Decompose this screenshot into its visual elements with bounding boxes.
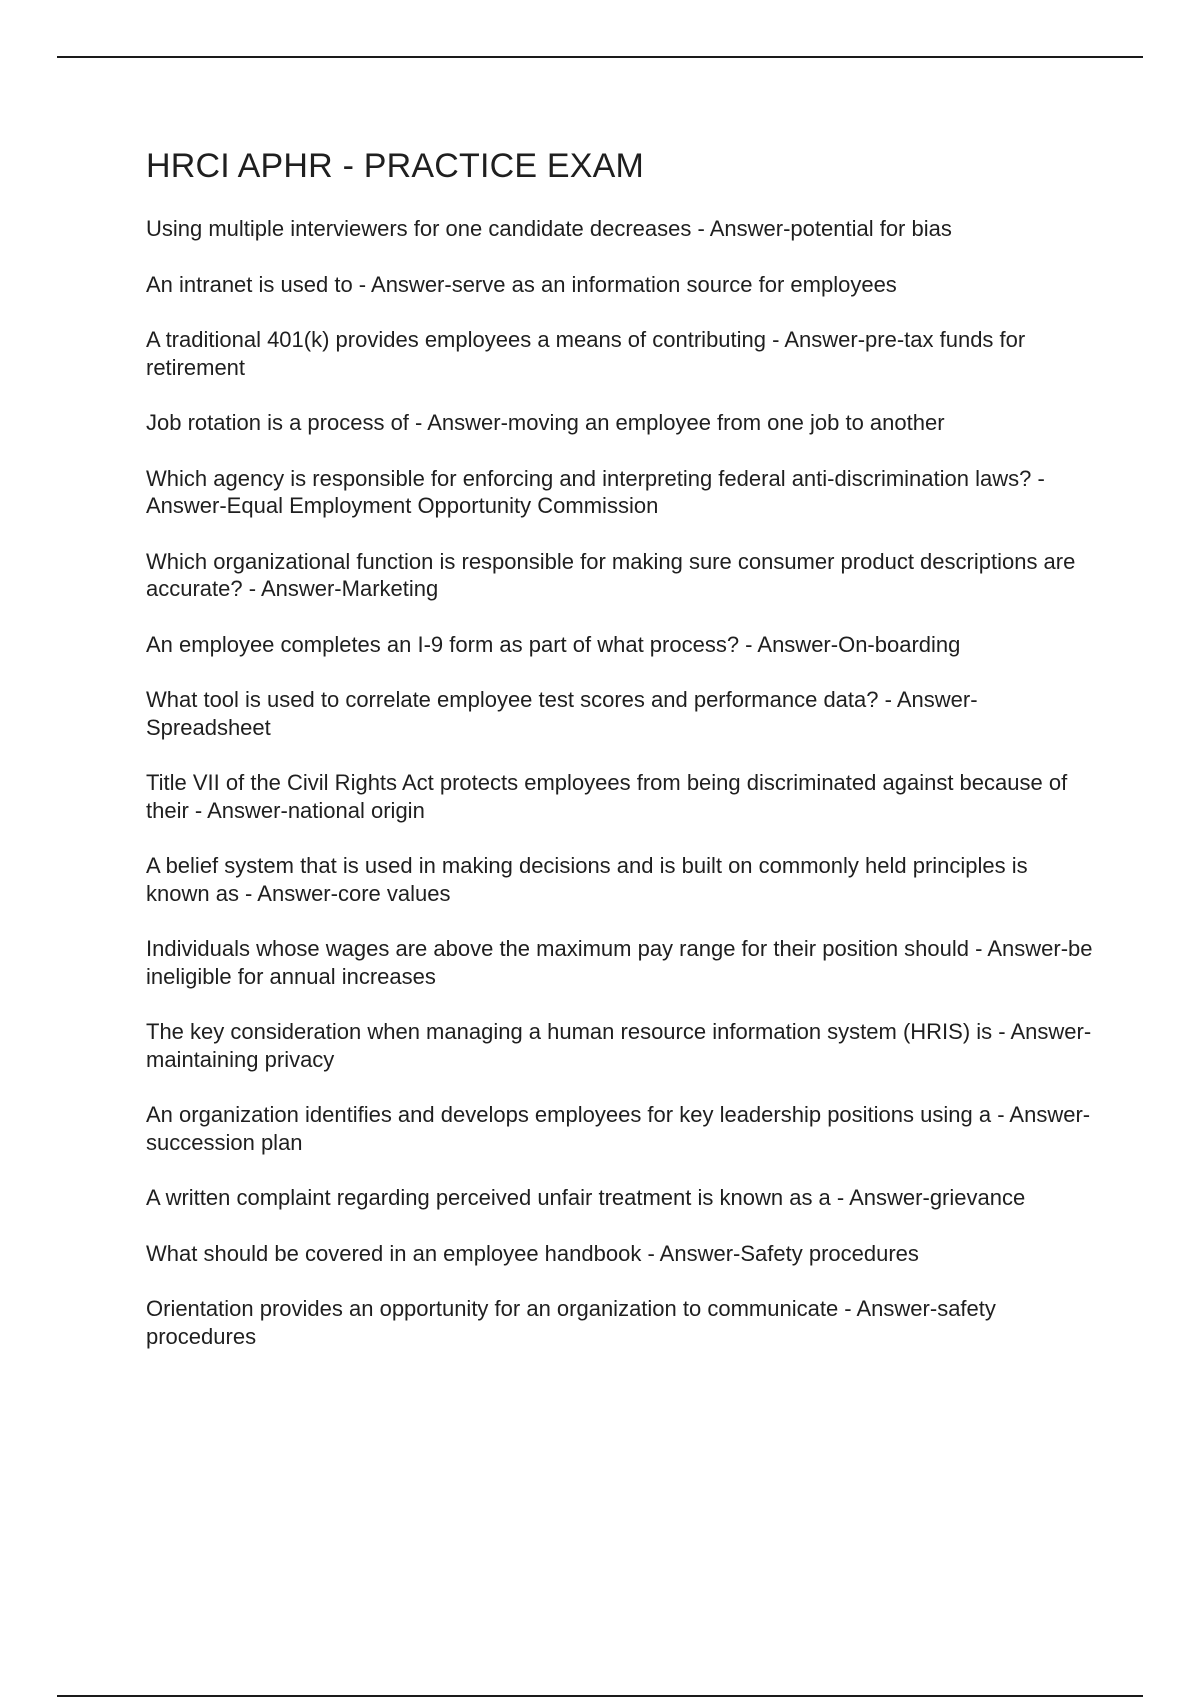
question-answer-item: Job rotation is a process of - Answer-moving an employee from one job to another xyxy=(146,410,945,435)
question-answer-item: An organization identifies and develops employees for key leadership positions using a - Answer-succession plan xyxy=(146,1102,1091,1155)
page-content xyxy=(146,142,1096,1378)
question-answer-item: Orientation provides an opportunity for an organization to communicate - Answer-safety procedures xyxy=(146,1296,996,1349)
question-answer-item: What should be covered in an employee handbook - Answer-Safety procedures xyxy=(146,1240,919,1266)
question-answer-item: An employee completes an I-9 form as part of what process? - Answer-On-boarding xyxy=(146,631,961,657)
question-answer-item: Using multiple interviewers for one candidate decreases - Answer-potential for bias xyxy=(146,216,952,241)
question-answer-item: A belief system that is used in making decisions and is built on commonly held principles is known as - Answer-core values xyxy=(146,853,1028,906)
question-answer-item: What tool is used to correlate employee test scores and performance data? - Answer-Spreadsheet xyxy=(146,687,978,740)
question-answer-item: A traditional 401(k) provides employees a means of contributing - Answer-pre-tax funds for retirement xyxy=(146,327,1026,380)
footer-divider xyxy=(57,1695,1143,1697)
header-divider xyxy=(57,56,1143,58)
question-answer-item: The key consideration when managing a human resource information system (HRIS) is - Answer-maintaining privacy xyxy=(146,1019,1092,1072)
question-answer-list xyxy=(146,215,1096,1350)
question-answer-item: An intranet is used to - Answer-serve as an information source for employees xyxy=(146,271,897,297)
question-answer-item: Which organizational function is responsible for making sure consumer product descriptions are accurate? - Answer-Marketing xyxy=(146,548,1076,601)
question-answer-item: Which agency is responsible for enforcing and interpreting federal anti-discrimination laws? - Answer-Equal Employment Opportunity Commission xyxy=(146,465,1045,518)
question-answer-item: Title VII of the Civil Rights Act protects employees from being discriminated against because of their - Answer-national origin xyxy=(146,770,1068,823)
question-answer-item: A written complaint regarding perceived unfair treatment is known as a - Answer-grievance xyxy=(146,1185,1026,1210)
page-title: HRCI APHR - PRACTICE EXAM xyxy=(146,147,645,185)
question-answer-item: Individuals whose wages are above the maximum pay range for their position should - Answer-be ineligible for annual increases xyxy=(146,936,1093,989)
